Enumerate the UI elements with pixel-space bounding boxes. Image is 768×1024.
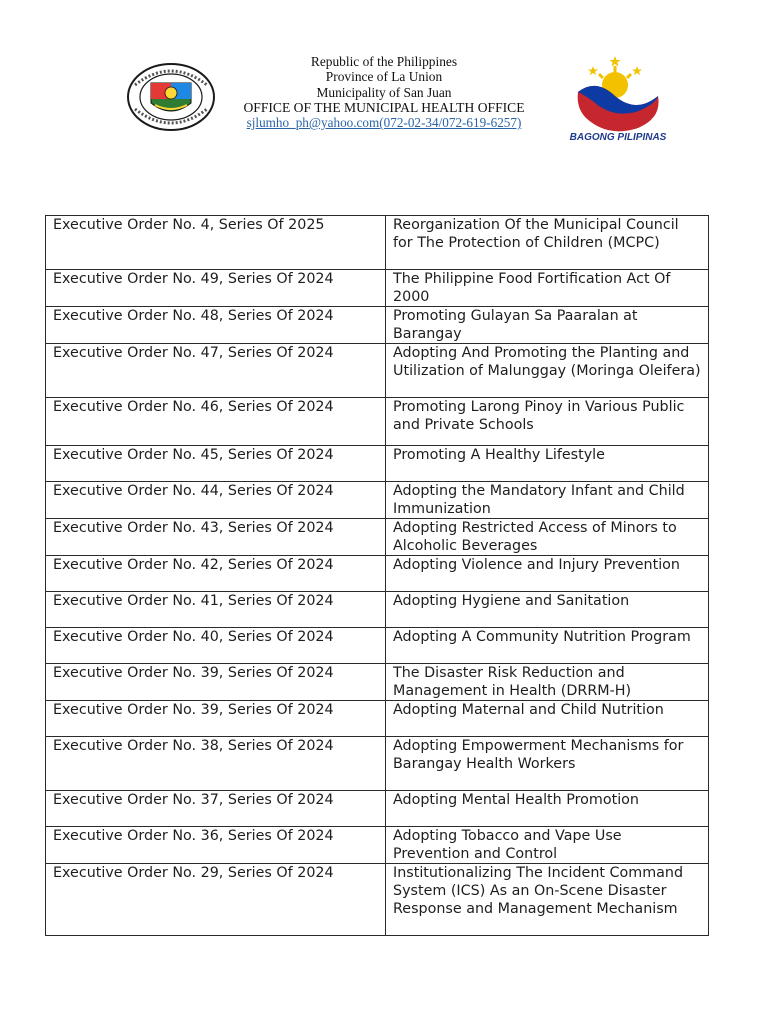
table-row	[46, 344, 709, 398]
order-number-cell: Executive Order No. 39, Series Of 2024	[46, 664, 386, 701]
order-title-cell: Adopting And Promoting the Planting and Utilization of Malunggay (Moringa Oleifera)	[386, 344, 709, 398]
order-title-cell: Adopting Mental Health Promotion	[386, 791, 709, 827]
order-title-cell: Adopting A Community Nutrition Program	[386, 628, 709, 664]
table-row	[46, 827, 709, 864]
table-row	[46, 864, 709, 936]
order-number-cell: Executive Order No. 36, Series Of 2024	[46, 827, 386, 864]
order-number-cell: Executive Order No. 4, Series Of 2025	[46, 216, 386, 270]
table-row	[46, 556, 709, 592]
order-title-cell: Promoting A Healthy Lifestyle	[386, 446, 709, 482]
table-row	[46, 216, 709, 270]
table-row	[46, 307, 709, 344]
table-row	[46, 791, 709, 827]
order-number-cell: Executive Order No. 46, Series Of 2024	[46, 398, 386, 446]
table-row	[46, 737, 709, 791]
order-number-cell: Executive Order No. 39, Series Of 2024	[46, 701, 386, 737]
order-number-cell: Executive Order No. 47, Series Of 2024	[46, 344, 386, 398]
table-row	[46, 446, 709, 482]
order-title-cell: Adopting the Mandatory Infant and Child Immunization	[386, 482, 709, 519]
order-number-cell: Executive Order No. 41, Series Of 2024	[46, 592, 386, 628]
table-row	[46, 628, 709, 664]
order-title-cell: Adopting Tobacco and Vape Use Prevention and Control	[386, 827, 709, 864]
order-title-cell: Adopting Empowerment Mechanisms for Barangay Health Workers	[386, 737, 709, 791]
order-title-cell: Adopting Violence and Injury Prevention	[386, 556, 709, 592]
table-row	[46, 482, 709, 519]
order-title-cell: The Philippine Food Fortification Act Of 2000	[386, 270, 709, 307]
table-row	[46, 270, 709, 307]
order-title-cell: Promoting Gulayan Sa Paaralan at Barangay	[386, 307, 709, 344]
bagong-pilipinas-logo	[566, 52, 678, 144]
letterhead-republic: Republic of the Philippines	[310, 54, 458, 69]
table-row	[46, 398, 709, 446]
table-row	[46, 519, 709, 556]
letterhead	[200, 54, 568, 130]
order-number-cell: Executive Order No. 49, Series Of 2024	[46, 270, 386, 307]
bagong-pilipinas-text: BAGONG PILIPINAS	[569, 132, 667, 143]
order-title-cell: Institutionalizing The Incident Command System (ICS) As an On-Scene Disaster Response and Management Mechanism	[386, 864, 709, 936]
order-title-cell: Promoting Larong Pinoy in Various Public and Private Schools	[386, 398, 709, 446]
order-number-cell: Executive Order No. 40, Series Of 2024	[46, 628, 386, 664]
contact-link[interactable]: sjlumho_ph@yahoo.com(072-02-34/072-619-6257)	[246, 115, 522, 131]
order-number-cell: Executive Order No. 42, Series Of 2024	[46, 556, 386, 592]
order-number-cell: Executive Order No. 48, Series Of 2024	[46, 307, 386, 344]
table-row	[46, 664, 709, 701]
order-number-cell: Executive Order No. 29, Series Of 2024	[46, 864, 386, 936]
order-number-cell: Executive Order No. 44, Series Of 2024	[46, 482, 386, 519]
table-row	[46, 592, 709, 628]
order-number-cell: Executive Order No. 37, Series Of 2024	[46, 791, 386, 827]
order-title-cell: Reorganization Of the Municipal Council for The Protection of Children (MCPC)	[386, 216, 709, 270]
order-title-cell: Adopting Hygiene and Sanitation	[386, 592, 709, 628]
letterhead-office: OFFICE OF THE MUNICIPAL HEALTH OFFICE	[243, 99, 525, 115]
letterhead-province: Province of La Union	[325, 69, 443, 85]
letterhead-municipality: Municipality of San Juan	[316, 84, 452, 100]
order-number-cell: Executive Order No. 38, Series Of 2024	[46, 737, 386, 791]
order-title-cell: Adopting Maternal and Child Nutrition	[386, 701, 709, 737]
order-number-cell: Executive Order No. 45, Series Of 2024	[46, 446, 386, 482]
executive-orders-table	[45, 215, 709, 936]
order-title-cell: The Disaster Risk Reduction and Management in Health (DRRM-H)	[386, 664, 709, 701]
order-title-cell: Adopting Restricted Access of Minors to Alcoholic Beverages	[386, 519, 709, 556]
table-row	[46, 701, 709, 737]
order-number-cell: Executive Order No. 43, Series Of 2024	[46, 519, 386, 556]
